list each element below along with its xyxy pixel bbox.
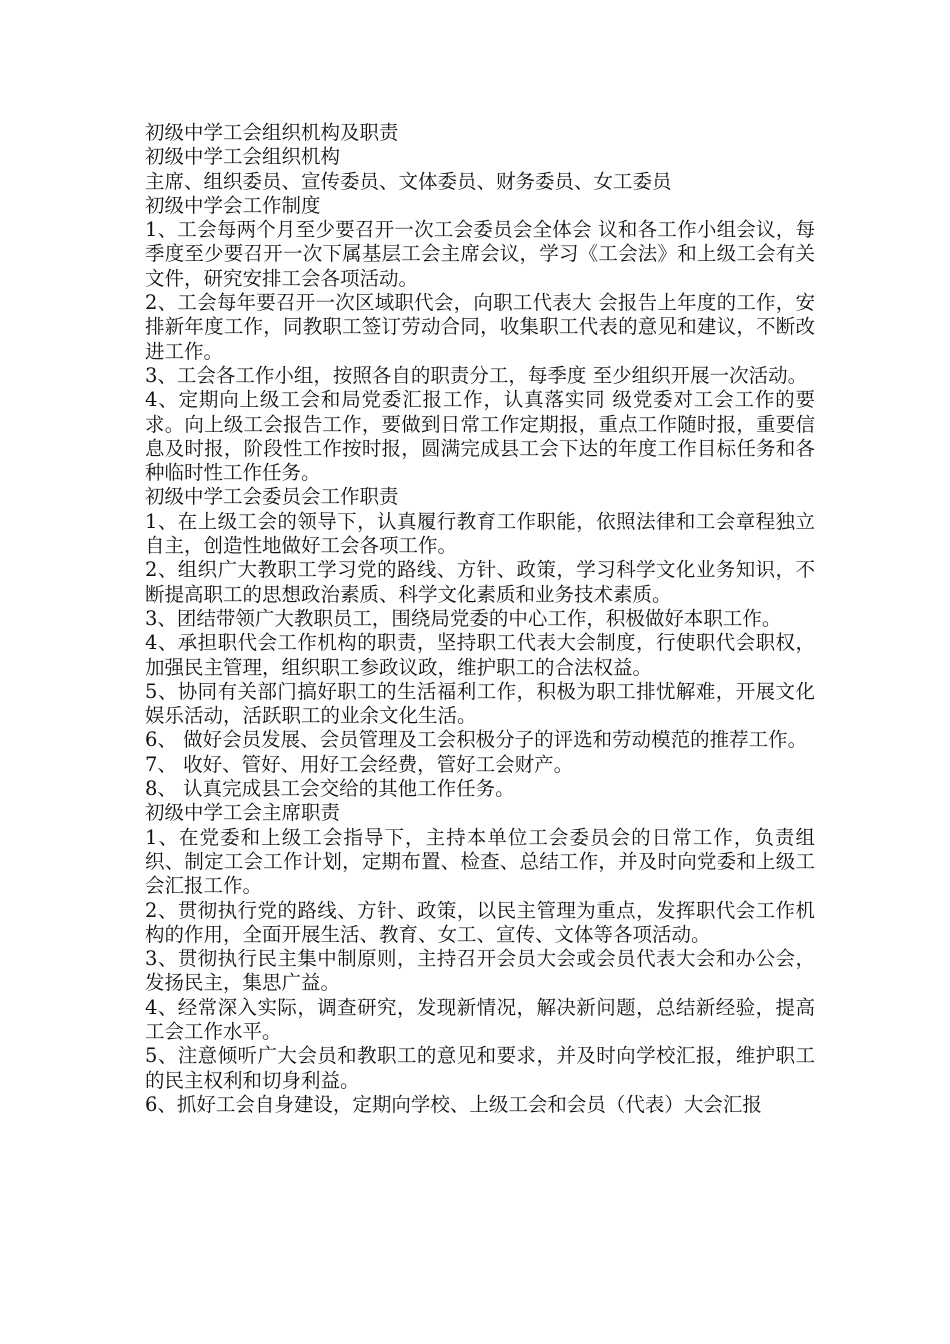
chairman-duty-item: 4、经常深入实际，调查研究，发现新情况，解决新问题，总结新经验，提高工会工作水平。 bbox=[145, 995, 815, 1043]
chairman-duty-item: 6、抓好工会自身建设，定期向学校、上级工会和会员（代表）大会汇报 bbox=[145, 1092, 762, 1116]
committee-duty-item: 3、团结带领广大教职员工，围绕局党委的中心工作，积极做好本职工作。 bbox=[145, 606, 782, 630]
document-page bbox=[145, 121, 815, 1117]
section-heading-committee-duties: 初级中学工会委员会工作职责 bbox=[145, 485, 399, 509]
chairman-duty-item: 1、在党委和上级工会指导下，主持本单位工会委员会的日常工作，负责组织、制定工会工作计划，定期布置、检查、总结工作，并及时向党委和上级工会汇报工作。 bbox=[145, 825, 815, 898]
work-system-item: 4、定期向上级工会和局党委汇报工作，认真落实同 级党委对工会工作的要求。向上级工会报告工作，要做到日常工作定期报，重点工作随时报，重要信息及时报，阶段性工作按时报，圆满完成县工会下达的年度工作目标任务和各种临时性工作任务。 bbox=[145, 388, 815, 485]
work-system-item: 3、工会各工作小组，按照各自的职责分工，每季度 至少组织开展一次活动。 bbox=[145, 363, 808, 387]
committee-duty-item: 2、组织广大教职工学习党的路线、方针、政策，学习科学文化业务知识，不断提高职工的思想政治素质、科学文化素质和业务技术素质。 bbox=[145, 558, 815, 606]
section-heading-work-system: 初级中学会工作制度 bbox=[145, 193, 321, 217]
document-title: 初级中学工会组织机构及职责 bbox=[145, 121, 399, 144]
committee-duty-item: 6、 做好会员发展、会员管理及工会积极分子的评选和劳动模范的推荐工作。 bbox=[145, 728, 808, 752]
organization-members: 主席、组织委员、宣传委员、文体委员、财务委员、女工委员 bbox=[145, 169, 672, 193]
committee-duty-item: 7、 收好、管好、用好工会经费，管好工会财产。 bbox=[145, 752, 574, 776]
work-system-item: 2、工会每年要召开一次区域职代会，向职工代表大 会报告上年度的工作，安排新年度工作，同教职工签订劳动合同，收集职工代表的意见和建议，不断改进工作。 bbox=[145, 291, 815, 363]
chairman-duty-item: 5、注意倾听广大会员和教职工的意见和要求，并及时向学校汇报，维护职工的民主权利和切身利益。 bbox=[145, 1044, 815, 1092]
section-heading-organization: 初级中学工会组织机构 bbox=[145, 145, 341, 169]
committee-duty-item: 5、协同有关部门搞好职工的生活福利工作，积极为职工排忧解难，开展文化娱乐活动，活跃职工的业余文化生活。 bbox=[145, 679, 815, 728]
work-system-item: 1、工会每两个月至少要召开一次工会委员会全体会 议和各工作小组会议，每季度至少要召开一次下属基层工会主席会议，学习《工会法》和上级工会有关文件，研究安排工会各项活动。 bbox=[145, 218, 815, 290]
committee-duty-item: 1、在上级工会的领导下，认真履行教育工作职能，依照法律和工会章程独立自主，创造性地做好工会各项工作。 bbox=[145, 509, 815, 558]
chairman-duty-item: 2、贯彻执行党的路线、方针、政策，以民主管理为重点，发挥职代会工作机构的作用，全面开展生活、教育、女工、宣传、文体等各项活动。 bbox=[145, 898, 815, 946]
section-heading-chairman-duties: 初级中学工会主席职责 bbox=[145, 801, 341, 825]
committee-duty-item: 8、 认真完成县工会交给的其他工作任务。 bbox=[145, 777, 515, 801]
committee-duty-item: 4、承担职代会工作机构的职责，坚持职工代表大会制度，行使职代会职权，加强民主管理，组织职工参政议政，维护职工的合法权益。 bbox=[145, 631, 815, 679]
chairman-duty-item: 3、贯彻执行民主集中制原则，主持召开会员大会或会员代表大会和办公会，发扬民主，集思广益。 bbox=[145, 947, 815, 995]
